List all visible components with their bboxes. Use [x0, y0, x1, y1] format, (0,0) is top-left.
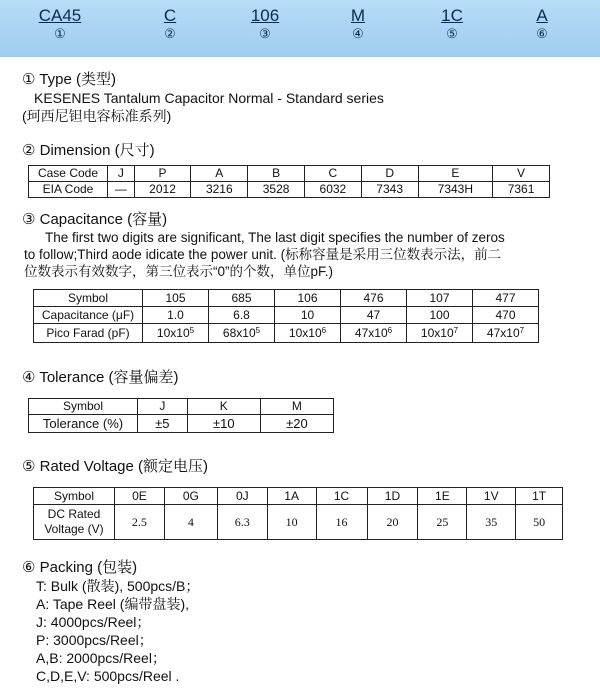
table-cell: V: [493, 166, 550, 182]
table-cell: 0J: [217, 488, 267, 505]
table-cell: 0G: [164, 488, 217, 505]
table-cell: 6032: [304, 182, 361, 198]
capacitance-desc-1: The first two digits are significant, The last digit specifies the number of zeros: [45, 230, 505, 245]
code-voltage: [432, 6, 472, 42]
packing-line: P: 3000pcs/Reel；: [36, 632, 153, 648]
table-cell: Pico Farad (pF): [34, 324, 143, 343]
capacitance-desc-2: to follow;Third aode idicate the power unit. (标称容量是采用三位数表示法，前二: [24, 247, 502, 262]
pico-base: 10x10: [288, 325, 322, 340]
code-text: 106: [250, 6, 280, 25]
table-cell: A: [191, 166, 248, 182]
code-packing: [522, 6, 562, 42]
table-cell: 1V: [467, 488, 516, 505]
pico-exponent: 5: [255, 325, 261, 335]
table-cell: 685: [209, 290, 275, 307]
table-cell: 7343: [361, 182, 418, 198]
table-cell: Capacitance (μF): [34, 307, 143, 324]
code-index: ②: [164, 26, 176, 41]
table-cell: [407, 324, 473, 343]
table-row: [34, 307, 539, 324]
code-text: A: [536, 6, 548, 25]
pico-exponent: 6: [321, 325, 327, 335]
table-cell: EIA Code: [29, 182, 108, 198]
table-cell: 107: [407, 290, 473, 307]
table-row: [29, 399, 334, 415]
table-cell: C: [304, 166, 361, 182]
table-cell: 35: [467, 505, 516, 540]
table-cell: [341, 324, 407, 343]
table-cell: ±5: [138, 415, 188, 433]
code-text: C: [163, 6, 177, 25]
table-cell: —: [108, 182, 135, 198]
table-cell: E: [418, 166, 493, 182]
code-text: 1C: [441, 6, 463, 25]
table-cell: 470: [473, 307, 539, 324]
code-tolerance: [338, 6, 378, 42]
tolerance-table: [28, 398, 334, 433]
table-cell: [473, 324, 539, 343]
table-cell: D: [361, 166, 418, 182]
table-cell: 10: [267, 505, 316, 540]
table-cell: 2.5: [115, 505, 165, 540]
table-cell: 50: [516, 505, 563, 540]
type-heading: ① Type (类型): [22, 71, 117, 88]
table-cell: 7343H: [418, 182, 493, 198]
table-row: [34, 488, 563, 505]
pico-base: 68x10: [222, 325, 256, 340]
table-cell: 20: [367, 505, 418, 540]
code-index: ⑥: [536, 26, 548, 41]
pico-exponent: 6: [387, 325, 393, 335]
capacitance-desc-3: 位数表示有效数字，第三位表示“0”的个数，单位pF.): [24, 264, 334, 279]
table-cell: P: [134, 166, 191, 182]
capacitance-table: [33, 289, 539, 343]
capacitance-section: [22, 211, 167, 229]
table-cell: 0E: [115, 488, 165, 505]
table-cell: 6.3: [217, 505, 267, 540]
table-cell: [275, 324, 341, 343]
voltage-label-line-2: Voltage (V): [44, 522, 104, 536]
table-cell: 16: [316, 505, 367, 540]
code-dimension: [150, 6, 190, 42]
table-cell: 3528: [248, 182, 305, 198]
table-cell: 6.8: [209, 307, 275, 324]
packing-line: A,B: 2000pcs/Reel；: [36, 650, 166, 666]
voltage-label-line-1: DC Rated: [47, 507, 101, 521]
table-cell: Symbol: [34, 488, 115, 505]
table-cell: 47: [341, 307, 407, 324]
packing-section: [22, 559, 199, 685]
pico-base: 47x10: [354, 325, 388, 340]
table-cell: K: [187, 399, 260, 415]
table-cell: 1D: [367, 488, 418, 505]
pico-exponent: 5: [189, 325, 195, 335]
table-cell: 476: [341, 290, 407, 307]
voltage-heading: ⑤ Rated Voltage (额定电压): [22, 458, 209, 475]
table-cell: 10: [275, 307, 341, 324]
table-cell: 477: [473, 290, 539, 307]
pico-exponent: 7: [519, 325, 525, 335]
table-cell: 25: [418, 505, 467, 540]
table-cell: 106: [275, 290, 341, 307]
table-cell: 100: [407, 307, 473, 324]
packing-heading: ⑥ Packing (包装): [22, 559, 138, 576]
table-cell: ±10: [187, 415, 260, 433]
table-cell: 1T: [516, 488, 563, 505]
code-series: [30, 6, 90, 42]
dimension-heading: ② Dimension (尺寸): [22, 142, 155, 159]
tolerance-heading: ④ Tolerance (容量偏差): [22, 369, 179, 386]
table-cell: Tolerance (%): [29, 415, 138, 433]
part-number-banner: [0, 0, 600, 57]
packing-line: J: 4000pcs/Reel；: [36, 614, 151, 630]
code-text: CA45: [38, 6, 82, 25]
code-text: M: [350, 6, 366, 25]
table-cell: Symbol: [29, 399, 138, 415]
pico-base: 10x10: [420, 325, 454, 340]
table-cell: M: [260, 399, 333, 415]
pico-base: 10x10: [156, 325, 190, 340]
table-cell: 105: [143, 290, 209, 307]
table-cell: 2012: [134, 182, 191, 198]
type-line-2: (珂西尼钽电容标准系列): [22, 108, 172, 124]
table-row: [29, 415, 334, 433]
table-cell: 1.0: [143, 307, 209, 324]
table-row: [29, 182, 550, 198]
dimension-table: [28, 165, 550, 198]
table-row: [34, 505, 563, 540]
type-line-1: KESENES Tantalum Capacitor Normal - Standard series: [34, 90, 384, 106]
pico-exponent: 7: [453, 325, 459, 335]
table-cell: ±20: [260, 415, 333, 433]
table-cell: [34, 505, 115, 540]
table-cell: [143, 324, 209, 343]
table-cell: 3216: [191, 182, 248, 198]
code-index: ⑤: [446, 26, 458, 41]
table-row: [34, 324, 539, 343]
table-cell: Symbol: [34, 290, 143, 307]
table-cell: 1E: [418, 488, 467, 505]
code-index: ①: [54, 26, 66, 41]
table-cell: 7361: [493, 182, 550, 198]
table-row: [29, 166, 550, 182]
packing-line: A: Tape Reel (编带盘装),: [36, 596, 190, 612]
code-index: ③: [259, 26, 271, 41]
table-cell: J: [108, 166, 135, 182]
table-cell: J: [138, 399, 188, 415]
packing-line: C,D,E,V: 500pcs/Reel .: [36, 668, 180, 684]
table-cell: Case Code: [29, 166, 108, 182]
voltage-table: [33, 487, 563, 540]
table-cell: 4: [164, 505, 217, 540]
type-section: [22, 71, 384, 125]
capacitance-heading: ③ Capacitance (容量): [22, 211, 168, 228]
code-index: ④: [352, 26, 364, 41]
table-cell: [209, 324, 275, 343]
table-cell: 1A: [267, 488, 316, 505]
table-row: [34, 290, 539, 307]
packing-line: T: Bulk (散装), 500pcs/B；: [36, 578, 200, 594]
code-capacitance: [240, 6, 290, 42]
pico-base: 47x10: [486, 325, 520, 340]
table-cell: B: [248, 166, 305, 182]
table-cell: 1C: [316, 488, 367, 505]
